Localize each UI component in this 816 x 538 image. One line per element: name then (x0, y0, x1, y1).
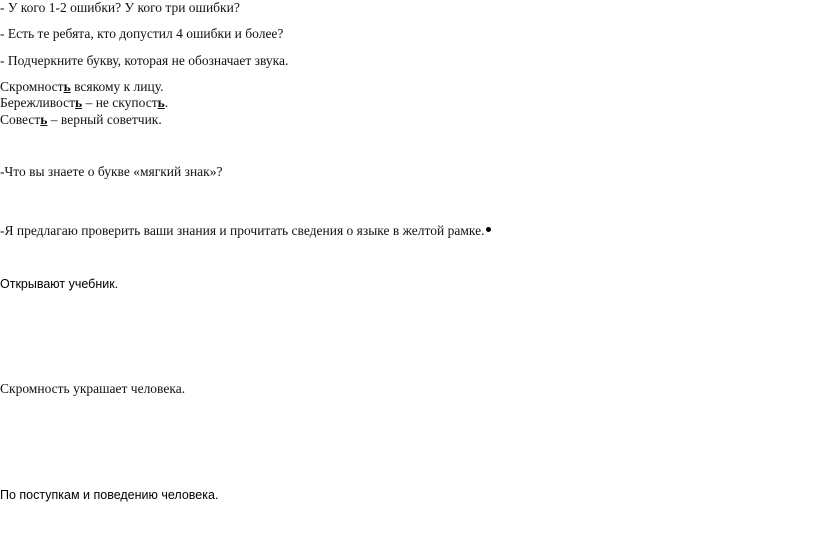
proposal-check-knowledge (0, 223, 491, 239)
proverb-text: – верный советчик. (47, 112, 162, 127)
proverb-text: Скромност (0, 79, 64, 94)
soft-sign-mark: ь (157, 95, 165, 110)
answer-modesty: Скромность украшает человека. (0, 381, 186, 396)
task-underline-letter: - Подчеркните букву, которая не обозначает звука. (0, 53, 289, 68)
proverb-text: – не скупост (82, 95, 158, 110)
proposal-text: -Я предлагаю проверить ваши знания и прочитать сведения о языке в желтой рамке. (0, 223, 485, 238)
proverb-text: Совест (0, 112, 41, 127)
proverb-modesty (0, 79, 164, 95)
question-errors-1-2-3: - У кого 1-2 ошибки? У кого три ошибки? (0, 0, 240, 15)
answer-behavior: По поступкам и поведению человека. (0, 488, 219, 502)
proverb-text: Бережливост (0, 95, 76, 110)
soft-sign-mark: ь (75, 95, 83, 110)
proverb-text: . (164, 95, 169, 110)
soft-sign-mark: ь (63, 79, 71, 94)
bullet-icon (486, 227, 491, 232)
question-soft-sign: -Что вы знаете о букве «мягкий знак»? (0, 164, 223, 179)
answer-open-textbook: Открывают учебник. (0, 277, 119, 291)
soft-sign-mark: ь (40, 112, 48, 127)
proverb-conscience (0, 112, 162, 128)
question-errors-4-plus: - Есть те ребята, кто допустил 4 ошибки и более? (0, 26, 284, 41)
proverb-thrift (0, 95, 168, 111)
proverb-text: всякому к лицу. (70, 79, 164, 94)
